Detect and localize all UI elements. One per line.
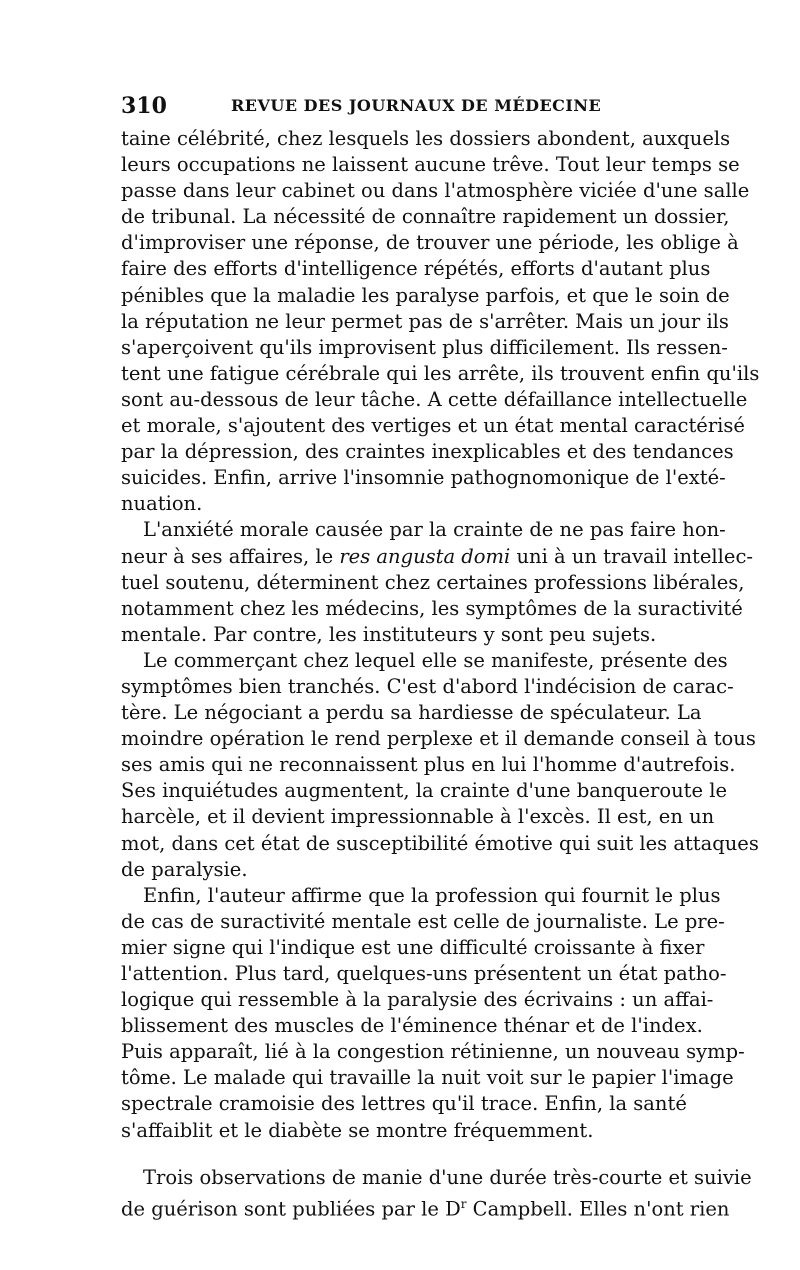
text-line: ses amis qui ne reconnaissent plus en lui l'homme d'autrefois.: [121, 753, 736, 777]
text-line: blissement des muscles de l'éminence thénar et de l'index.: [121, 1014, 703, 1038]
text-line: mot, dans cet état de susceptibilité émotive qui suit les attaques: [121, 831, 759, 855]
body-text: [121, 126, 760, 1221]
text-segment: Campbell. Elles n'ont rien: [466, 1197, 730, 1221]
page-number: 310: [121, 93, 167, 119]
paragraph-gap: [121, 1144, 681, 1165]
text-line: par la dépression, des craintes inexplicables et des tendances: [121, 440, 734, 464]
text-line: suicides. Enfin, arrive l'insomnie pathognomonique de l'exté-: [121, 466, 726, 490]
text-line: tère. Le négociant a perdu sa hardiesse de spéculateur. La: [121, 701, 702, 725]
page-header: [121, 93, 681, 119]
text-line: Le commerçant chez lequel elle se manifeste, présente des: [143, 648, 728, 672]
paragraph-3: [121, 648, 759, 883]
text-line: passe dans leur cabinet ou dans l'atmosphère viciée d'une salle: [121, 179, 750, 203]
text-line-with-superscript: [121, 1191, 730, 1221]
text-line: d'improviser une réponse, de trouver une période, les oblige à: [121, 231, 739, 255]
text-line: notamment chez les médecins, les symptômes de la suractivité: [121, 596, 743, 620]
text-line: leurs occupations ne laissent aucune trêve. Tout leur temps se: [121, 153, 740, 177]
text-line: pénibles que la maladie les paralyse parfois, et que le soin de: [121, 283, 730, 307]
text-segment: uni à un travail intellec-: [510, 544, 753, 568]
paragraph-4: [121, 883, 745, 1144]
text-line: Puis apparaît, lié à la congestion rétinienne, un nouveau symp-: [121, 1040, 745, 1064]
text-line: logique qui ressemble à la paralysie des écrivains : un affai-: [121, 988, 714, 1012]
text-line: tuel soutenu, déterminent chez certaines professions libérales,: [121, 570, 745, 594]
running-title: REVUE DES JOURNAUX DE MÉDECINE: [231, 96, 602, 115]
text-line: de tribunal. La nécessité de connaître rapidement un dossier,: [121, 205, 730, 229]
text-line: Enfin, l'auteur affirme que la profession qui fournit le plus: [143, 883, 721, 907]
text-line: de paralysie.: [121, 857, 248, 881]
paragraph-5: [121, 1165, 752, 1221]
text-line: Trois observations de manie d'une durée très-courte et suivie: [143, 1165, 752, 1189]
text-segment: de guérison sont publiées par le D: [121, 1197, 461, 1221]
text-line: nuation.: [121, 492, 203, 516]
text-line: mier signe qui l'indique est une difficulté croissante à fixer: [121, 935, 705, 959]
text-line: et morale, s'ajoutent des vertiges et un état mental caractérisé: [121, 414, 745, 438]
paragraph-2: [121, 517, 753, 647]
text-line: tôme. Le malade qui travaille la nuit voit sur le papier l'image: [121, 1066, 734, 1090]
text-line-with-italic: [121, 544, 753, 570]
text-line: moindre opération le rend perplexe et il demande conseil à tous: [121, 727, 756, 751]
text-line: faire des efforts d'intelligence répétés, efforts d'autant plus: [121, 257, 711, 281]
text-line: Ses inquiétudes augmentent, la crainte d'une banqueroute le: [121, 779, 727, 803]
text-line: mentale. Par contre, les instituteurs y sont peu sujets.: [121, 622, 657, 646]
paragraph-1: [121, 126, 760, 517]
text-line: taine célébrité, chez lesquels les dossiers abondent, auxquels: [121, 127, 731, 150]
latin-phrase: res angusta domi: [339, 544, 511, 568]
text-line: L'anxiété morale causée par la crainte de ne pas faire hon-: [143, 518, 726, 542]
text-line: s'affaiblit et le diabète se montre fréquemment.: [121, 1118, 594, 1142]
text-line: harcèle, et il devient impressionnable à l'excès. Il est, en un: [121, 805, 715, 829]
text-line: sont au-dessous de leur tâche. A cette défaillance intellectuelle: [121, 387, 748, 411]
text-segment: neur à ses affaires, le: [121, 544, 340, 568]
text-line: symptômes bien tranchés. C'est d'abord l'indécision de carac-: [121, 674, 734, 698]
text-line: la réputation ne leur permet pas de s'arrêter. Mais un jour ils: [121, 309, 729, 333]
text-line: tent une fatigue cérébrale qui les arrête, ils trouvent enfin qu'ils: [121, 361, 760, 385]
text-line: spectrale cramoisie des lettres qu'il trace. Enfin, la santé: [121, 1092, 687, 1116]
superscript: r: [460, 1196, 467, 1211]
text-line: de cas de suractivité mentale est celle de journaliste. Le pre-: [121, 909, 725, 933]
text-line: s'aperçoivent qu'ils improvisent plus difficilement. Ils ressen-: [121, 335, 728, 359]
text-line: l'attention. Plus tard, quelques-uns présentent un état patho-: [121, 962, 727, 985]
